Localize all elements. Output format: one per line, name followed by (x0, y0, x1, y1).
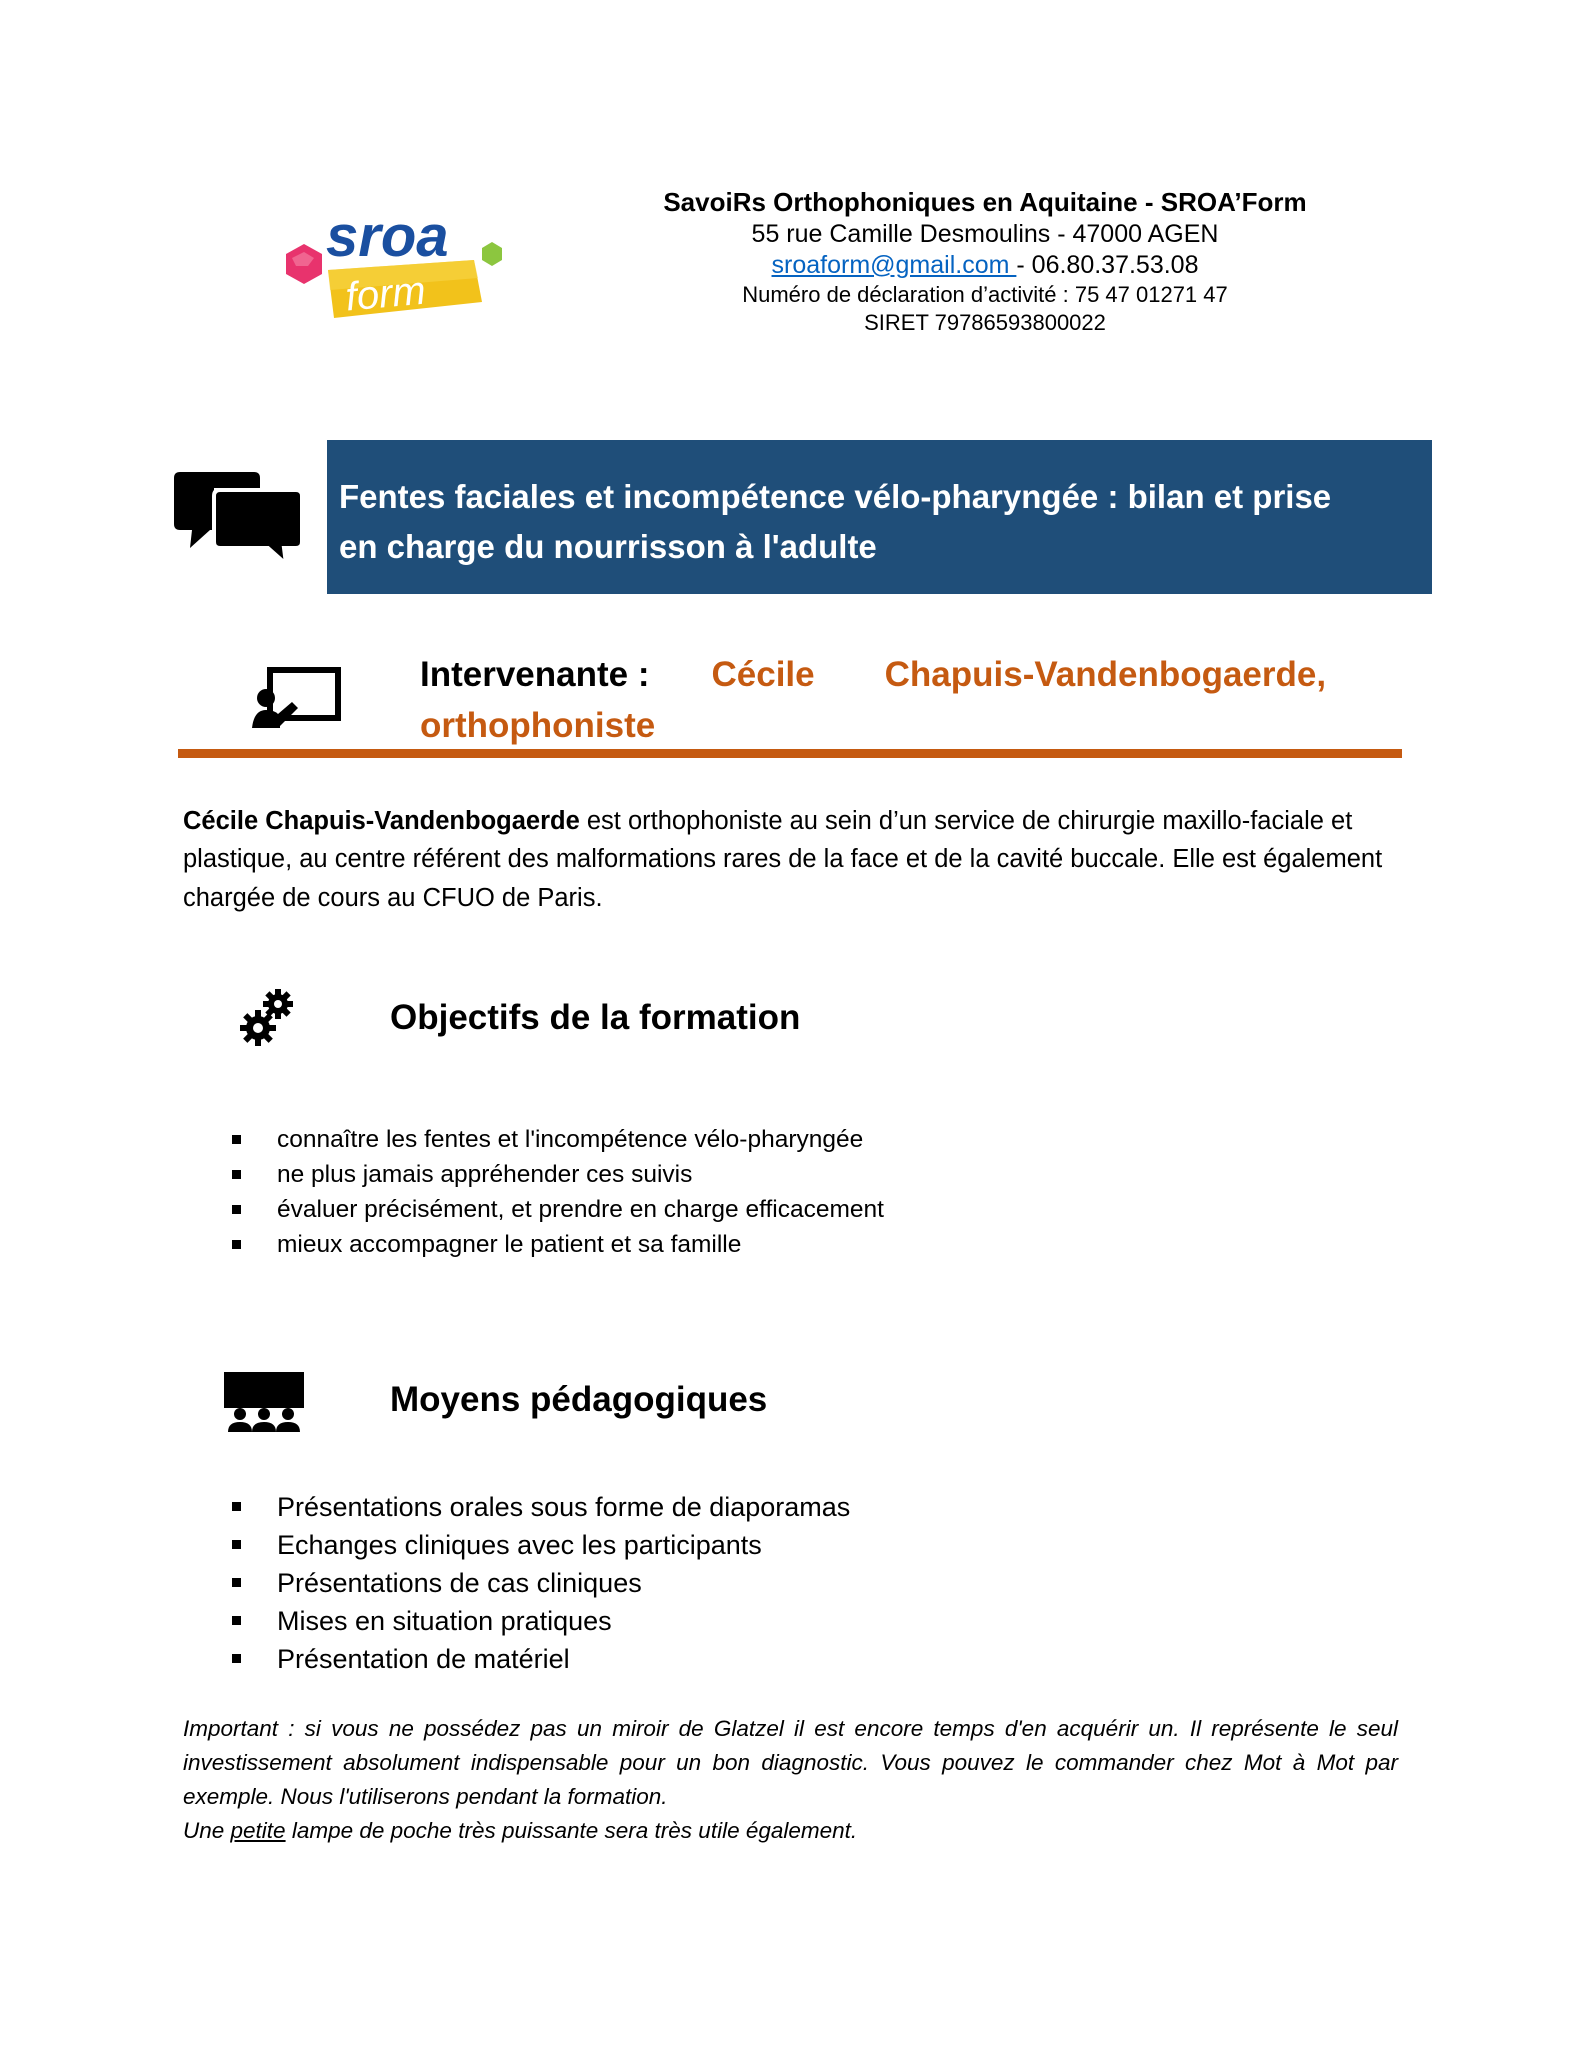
bio-name: Cécile Chapuis-Vandenbogaerde (183, 807, 580, 835)
list-item: ne plus jamais appréhender ces suivis (232, 1157, 884, 1192)
list-item: évaluer précisément, et prendre en charge efficacement (232, 1192, 884, 1227)
course-title-line-1: Fentes faciales et incompétence vélo-pharyngée : bilan et prise (339, 478, 1332, 515)
phone: - 06.80.37.53.08 (1016, 250, 1199, 279)
logo-text-top: sroa (326, 208, 449, 269)
note-paragraph: Important : si vous ne possédez pas un miroir de Glatzel il est encore temps d'en acquérir un. Il représente le seul investissement absolument indispensable pour un bon diagnostic. Vous pouvez le commander chez Mot à Mot par exemple. Nous l'utiliserons pendant la formation. (183, 1716, 1398, 1809)
note-lamp-prefix: Une (183, 1818, 231, 1843)
audience-icon (222, 1370, 306, 1436)
list-item: connaître les fentes et l'incompétence vélo-pharyngée (232, 1122, 884, 1157)
objectifs-list (232, 1122, 884, 1262)
chat-bubbles-icon (170, 468, 304, 568)
contact-line (600, 250, 1370, 281)
note-lamp (183, 1814, 1398, 1848)
gears-icon (238, 986, 296, 1052)
speaker-bio (183, 802, 1408, 917)
speaker-last-name: Chapuis-Vandenbogaerde, (884, 655, 1327, 694)
important-note (183, 1712, 1398, 1848)
course-title-line-2: en charge du nourrisson à l'adulte (339, 527, 877, 565)
note-lamp-emphasis: petite (230, 1818, 286, 1843)
list-item: Echanges cliniques avec les participants (232, 1526, 850, 1564)
email-link[interactable]: sroaform@gmail.com (771, 250, 1017, 279)
address: 55 rue Camille Desmoulins - 47000 AGEN (751, 219, 1219, 248)
list-item: Présentations de cas cliniques (232, 1564, 850, 1602)
moyens-heading: Moyens pédagogiques (390, 1380, 768, 1419)
list-item: Présentation de matériel (232, 1640, 850, 1678)
list-item: Mises en situation pratiques (232, 1602, 850, 1640)
siret-number: SIRET 79786593800022 (864, 309, 1106, 335)
speaker (420, 650, 1350, 752)
list-item: Présentations orales sous forme de diaporamas (232, 1488, 850, 1526)
presenter-icon (248, 666, 344, 732)
speaker-label: Intervenante : (420, 655, 650, 694)
bio-text: est orthophoniste au sein d’un service de chirurgie maxillo-faciale et plastique, au centre référent des malformations rares de la face et de la cavité buccale. Elle est également chargée de cours au CFUO de Paris. (183, 807, 1383, 912)
organization-name: SavoiRs Orthophoniques en Aquitaine - SROA’Form (663, 187, 1307, 217)
sroa-form-logo (278, 208, 510, 330)
list-item: mieux accompagner le patient et sa famille (232, 1227, 884, 1262)
logo-text-bottom: form (343, 268, 428, 320)
note-lamp-suffix: lampe de poche très puissante sera très utile également. (285, 1818, 858, 1843)
speaker-first-name: Cécile (711, 655, 815, 694)
declaration-number: Numéro de déclaration d’activité : 75 47 01271 47 (742, 282, 1228, 307)
speaker-role: orthophoniste (420, 705, 656, 745)
objectifs-heading: Objectifs de la formation (390, 998, 801, 1037)
moyens-list (232, 1488, 850, 1678)
header-info (600, 186, 1370, 336)
course-title-banner (327, 440, 1432, 594)
divider (178, 749, 1402, 758)
